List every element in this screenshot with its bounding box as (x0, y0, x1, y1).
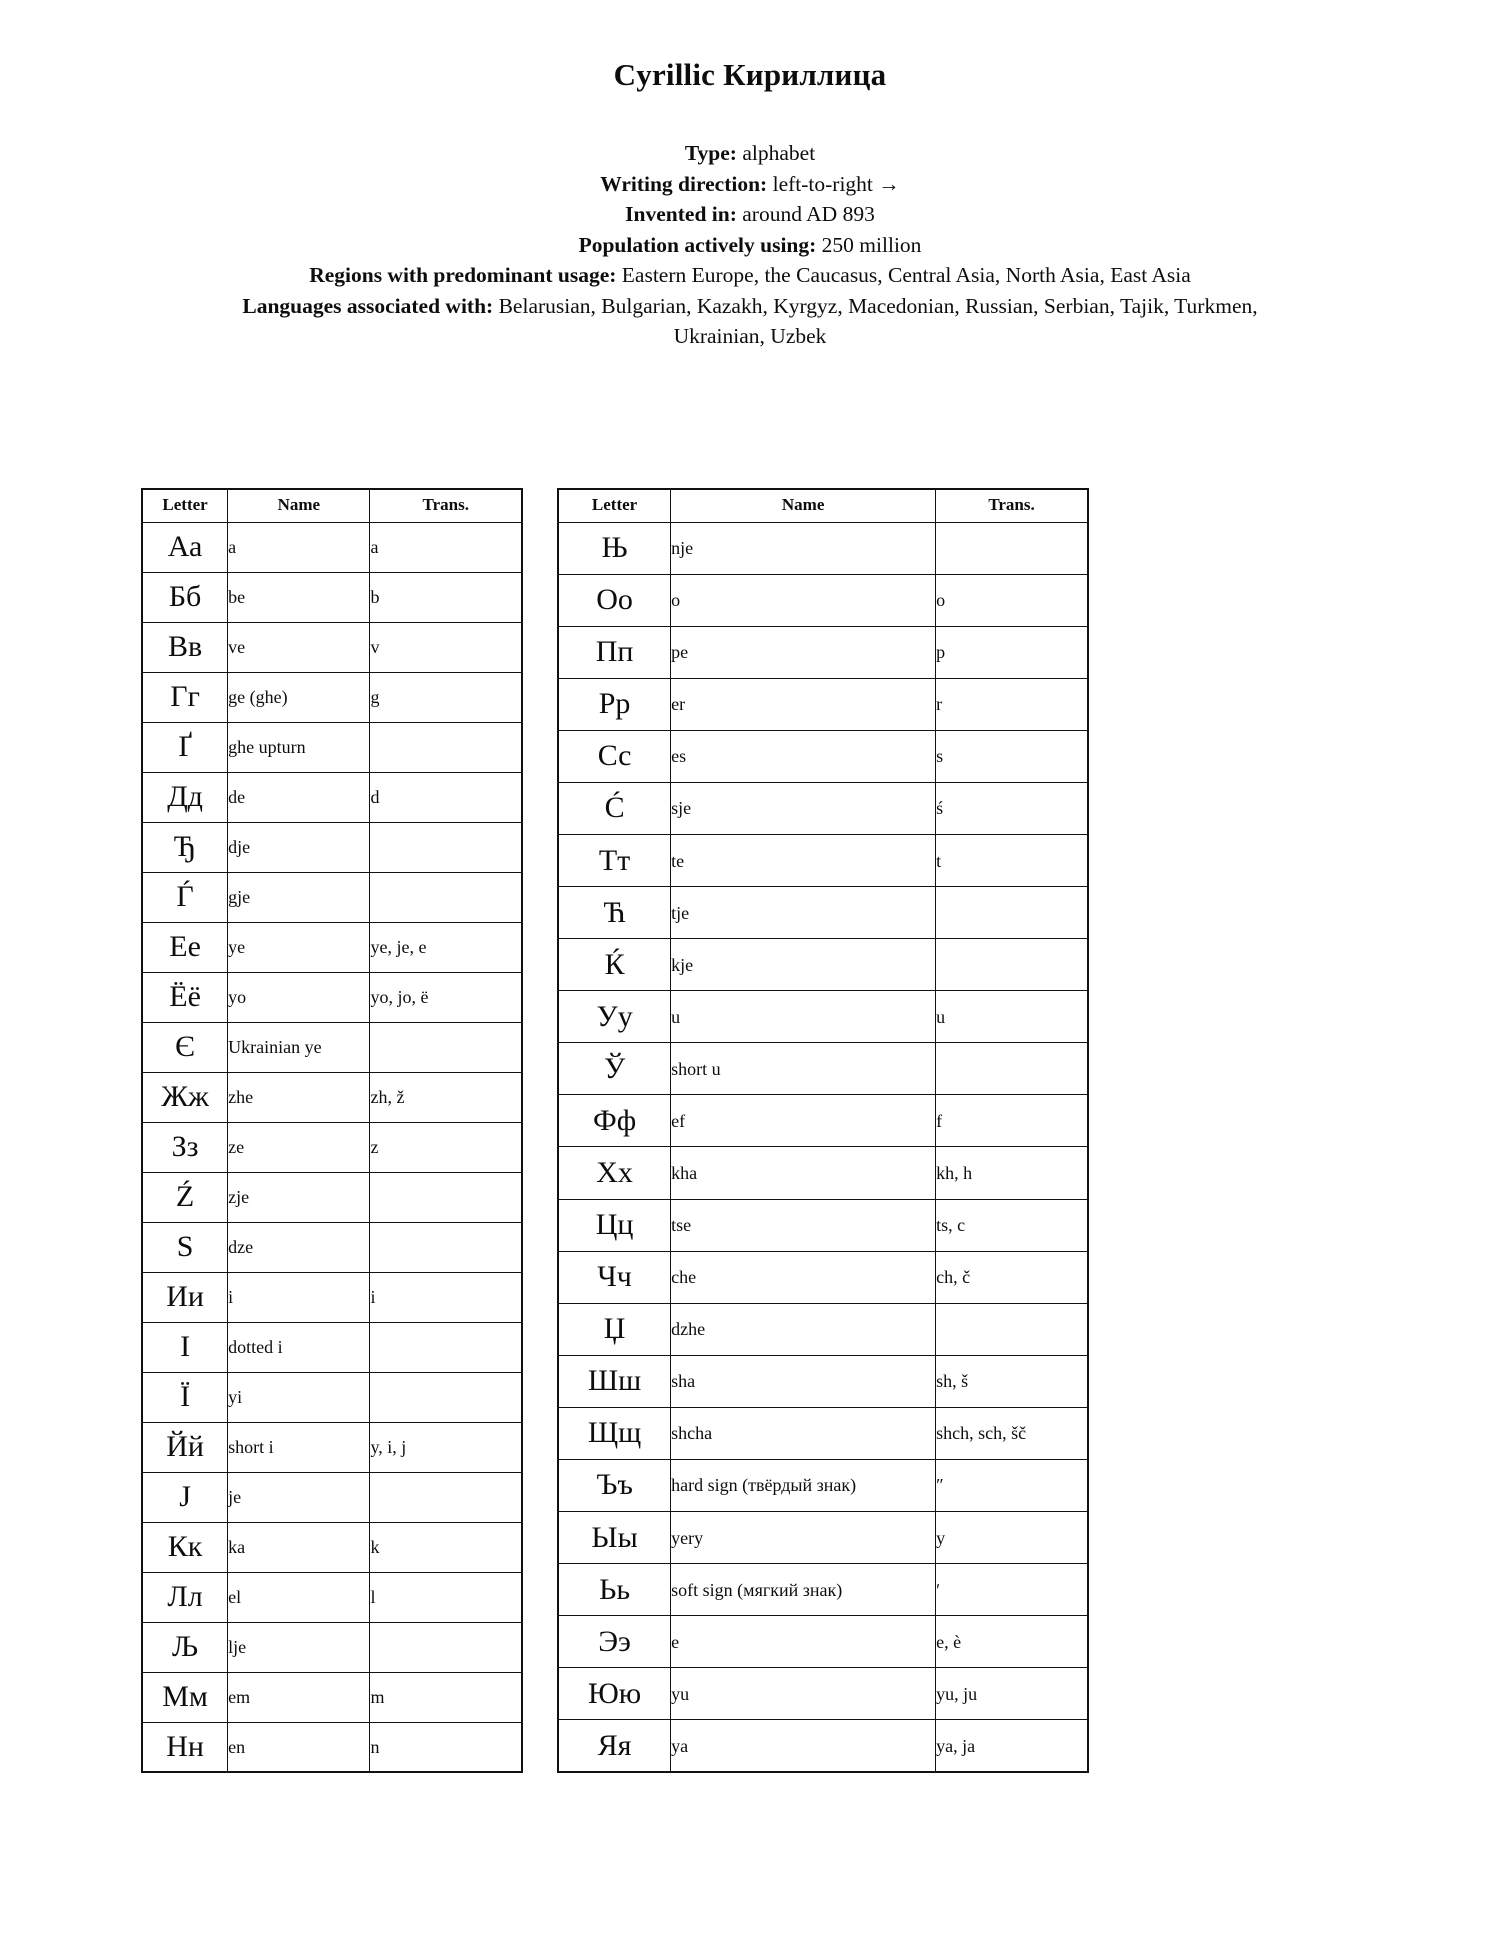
table-row (558, 522, 1088, 574)
cell-transliteration: d (370, 772, 522, 822)
column-header-name: Name (228, 489, 370, 522)
cell-letter: Йй (142, 1422, 228, 1472)
table-row (142, 1122, 522, 1172)
cell-letter: Ї (142, 1372, 228, 1422)
cell-transliteration: z (370, 1122, 522, 1172)
table-row (142, 822, 522, 872)
cell-letter: Ќ (558, 939, 671, 991)
cell-letter: Тт (558, 834, 671, 886)
cell-name: pe (671, 626, 936, 678)
meta-label-writing-direction: Writing direction: (600, 171, 768, 196)
cell-letter: Чч (558, 1251, 671, 1303)
column-header-letter: Letter (558, 489, 671, 522)
cell-transliteration: zh, ž (370, 1072, 522, 1122)
cell-transliteration: f (936, 1095, 1088, 1147)
cell-transliteration: shch, sch, šč (936, 1407, 1088, 1459)
table-header-row (142, 489, 522, 522)
cell-letter: Лл (142, 1572, 228, 1622)
cell-letter: Жж (142, 1072, 228, 1122)
meta-label-type: Type: (684, 141, 737, 166)
table-row (558, 730, 1088, 782)
cell-transliteration: y (936, 1511, 1088, 1563)
table-row (558, 678, 1088, 730)
cell-name: ya (671, 1720, 936, 1772)
cell-name: ye (228, 922, 370, 972)
table-row (558, 1251, 1088, 1303)
cell-letter: Ў (558, 1043, 671, 1095)
table-row (142, 622, 522, 672)
cell-name: lje (228, 1622, 370, 1672)
cell-name: es (671, 730, 936, 782)
column-header-trans: Trans. (370, 489, 522, 522)
cell-transliteration: sh, š (936, 1355, 1088, 1407)
table-row (142, 972, 522, 1022)
cell-transliteration: t (936, 834, 1088, 886)
cell-transliteration (370, 722, 522, 772)
cell-transliteration: i (370, 1272, 522, 1322)
cell-name: gje (228, 872, 370, 922)
cell-letter: Рр (558, 678, 671, 730)
table-row (558, 1199, 1088, 1251)
cell-transliteration: k (370, 1522, 522, 1572)
cell-name: dze (228, 1222, 370, 1272)
cell-letter: Є (142, 1022, 228, 1072)
cell-letter: Уу (558, 991, 671, 1043)
cell-name: u (671, 991, 936, 1043)
cell-letter: Вв (142, 622, 228, 672)
cell-name: tje (671, 887, 936, 939)
cell-transliteration: a (370, 522, 522, 572)
cell-letter: Љ (142, 1622, 228, 1672)
cell-letter: Ее (142, 922, 228, 972)
table-row (558, 834, 1088, 886)
cell-letter: Оо (558, 574, 671, 626)
table-row (142, 1022, 522, 1072)
cell-transliteration: ch, č (936, 1251, 1088, 1303)
cell-name: ef (671, 1095, 936, 1147)
cell-letter: Ć (558, 782, 671, 834)
cell-name: sje (671, 782, 936, 834)
cell-letter: Цц (558, 1199, 671, 1251)
table-row (558, 1720, 1088, 1772)
cell-letter: Щщ (558, 1407, 671, 1459)
cell-transliteration: yo, jo, ë (370, 972, 522, 1022)
cell-letter: Ћ (558, 887, 671, 939)
table-row (558, 574, 1088, 626)
cell-transliteration (370, 1322, 522, 1372)
table-row (558, 939, 1088, 991)
table-row (142, 572, 522, 622)
cell-name: soft sign (мягкий знак) (671, 1564, 936, 1616)
cell-name: dotted i (228, 1322, 370, 1372)
table-row (142, 1622, 522, 1672)
table-row (142, 1672, 522, 1722)
cell-name: ve (228, 622, 370, 672)
cell-name: short i (228, 1422, 370, 1472)
cell-letter: Фф (558, 1095, 671, 1147)
cell-letter: Яя (558, 1720, 671, 1772)
cell-name: zje (228, 1172, 370, 1222)
cell-name: yery (671, 1511, 936, 1563)
cell-letter: Сс (558, 730, 671, 782)
table-row (142, 1172, 522, 1222)
alphabet-table-right (557, 488, 1089, 1773)
cell-transliteration: v (370, 622, 522, 672)
cell-name: kha (671, 1147, 936, 1199)
cell-transliteration (936, 522, 1088, 574)
meta-value-population: 250 million (821, 232, 922, 257)
table-header-row (558, 489, 1088, 522)
cell-transliteration: ye, je, e (370, 922, 522, 972)
cell-transliteration: u (936, 991, 1088, 1043)
meta-row-regions (200, 260, 1300, 291)
cell-letter: Шш (558, 1355, 671, 1407)
table-row (142, 872, 522, 922)
meta-row-population (200, 230, 1300, 261)
cell-transliteration (370, 822, 522, 872)
table-row (558, 1303, 1088, 1355)
meta-label-languages: Languages associated with: (242, 293, 494, 318)
cell-name: dzhe (671, 1303, 936, 1355)
cell-name: te (671, 834, 936, 886)
cell-transliteration: g (370, 672, 522, 722)
cell-name: el (228, 1572, 370, 1622)
meta-label-population: Population actively using: (578, 232, 817, 257)
cell-name: em (228, 1672, 370, 1722)
cell-name: che (671, 1251, 936, 1303)
table-row (558, 1407, 1088, 1459)
alphabet-table-left (141, 488, 523, 1773)
cell-letter: Мм (142, 1672, 228, 1722)
cell-name: yu (671, 1668, 936, 1720)
table-row (558, 887, 1088, 939)
cell-letter: Ђ (142, 822, 228, 872)
cell-letter: Ъъ (558, 1459, 671, 1511)
cell-name: ge (ghe) (228, 672, 370, 722)
cell-name: yi (228, 1372, 370, 1422)
cell-transliteration: p (936, 626, 1088, 678)
table-row (558, 991, 1088, 1043)
table-row (142, 722, 522, 772)
cell-name: shcha (671, 1407, 936, 1459)
cell-transliteration (936, 939, 1088, 991)
cell-name: dje (228, 822, 370, 872)
cell-transliteration: o (936, 574, 1088, 626)
meta-value-invented-in: around AD 893 (742, 202, 875, 227)
table-row (558, 1616, 1088, 1668)
column-header-trans: Trans. (936, 489, 1088, 522)
cell-letter: Ыы (558, 1511, 671, 1563)
cell-transliteration: kh, h (936, 1147, 1088, 1199)
cell-transliteration: ts, c (936, 1199, 1088, 1251)
cell-letter: Ьь (558, 1564, 671, 1616)
cell-name: e (671, 1616, 936, 1668)
meta-label-regions: Regions with predominant usage: (309, 263, 617, 288)
table-row (558, 1668, 1088, 1720)
cell-transliteration (370, 1222, 522, 1272)
cell-transliteration (370, 1622, 522, 1672)
table-row (558, 626, 1088, 678)
table-row (558, 1459, 1088, 1511)
cell-letter: Ј (142, 1472, 228, 1522)
cell-transliteration (936, 887, 1088, 939)
cell-name: nje (671, 522, 936, 574)
cell-transliteration: m (370, 1672, 522, 1722)
cell-transliteration: l (370, 1572, 522, 1622)
cell-transliteration: r (936, 678, 1088, 730)
cell-transliteration: yu, ju (936, 1668, 1088, 1720)
column-header-letter: Letter (142, 489, 228, 522)
meta-value-type: alphabet (742, 141, 816, 166)
table-row (142, 672, 522, 722)
cell-transliteration (370, 1372, 522, 1422)
table-row (142, 1072, 522, 1122)
metadata-block (200, 138, 1300, 352)
cell-name: ghe upturn (228, 722, 370, 772)
page-title: Cyrillic Кириллица (613, 57, 887, 92)
cell-letter: Зз (142, 1122, 228, 1172)
cell-letter: Аа (142, 522, 228, 572)
cell-name: o (671, 574, 936, 626)
table-row (142, 772, 522, 822)
table-row (142, 1522, 522, 1572)
cell-name: ka (228, 1522, 370, 1572)
table-row (558, 782, 1088, 834)
cell-name: Ukrainian ye (228, 1022, 370, 1072)
cell-letter: Њ (558, 522, 671, 574)
cell-letter: Џ (558, 1303, 671, 1355)
alphabet-tables (0, 488, 1500, 1773)
cell-name: sha (671, 1355, 936, 1407)
cell-letter: Гг (142, 672, 228, 722)
meta-row-languages (200, 291, 1300, 352)
cell-letter: Кк (142, 1522, 228, 1572)
cell-letter: Ѓ (142, 872, 228, 922)
table-row (142, 1472, 522, 1522)
cell-letter: Нн (142, 1722, 228, 1772)
table-row (142, 522, 522, 572)
cell-transliteration: ś (936, 782, 1088, 834)
cell-transliteration: y, i, j (370, 1422, 522, 1472)
cell-transliteration (936, 1303, 1088, 1355)
cell-transliteration: n (370, 1722, 522, 1772)
table-row (142, 1372, 522, 1422)
cell-letter: Ѕ (142, 1222, 228, 1272)
meta-row-invented-in (200, 199, 1300, 230)
column-header-name: Name (671, 489, 936, 522)
table-row (142, 922, 522, 972)
meta-value-regions: Eastern Europe, the Caucasus, Central Asia, North Asia, East Asia (621, 263, 1191, 288)
cell-name: de (228, 772, 370, 822)
cell-name: zhe (228, 1072, 370, 1122)
cell-transliteration: b (370, 572, 522, 622)
cell-letter: Бб (142, 572, 228, 622)
cell-name: tse (671, 1199, 936, 1251)
table-row (142, 1722, 522, 1772)
table-row (558, 1564, 1088, 1616)
table-row (558, 1355, 1088, 1407)
cell-name: kje (671, 939, 936, 991)
cell-transliteration (936, 1043, 1088, 1095)
meta-value-writing-direction: left-to-right → (772, 171, 900, 196)
table-row (142, 1272, 522, 1322)
table-row (558, 1511, 1088, 1563)
cell-letter: Хх (558, 1147, 671, 1199)
cell-name: short u (671, 1043, 936, 1095)
cell-name: en (228, 1722, 370, 1772)
cell-name: je (228, 1472, 370, 1522)
table-row (142, 1572, 522, 1622)
cell-name: er (671, 678, 936, 730)
cell-transliteration (370, 1172, 522, 1222)
table-row (558, 1147, 1088, 1199)
cell-name: ze (228, 1122, 370, 1172)
cell-letter: Ээ (558, 1616, 671, 1668)
cell-name: i (228, 1272, 370, 1322)
cell-letter: Ёё (142, 972, 228, 1022)
cell-letter: Дд (142, 772, 228, 822)
table-row (558, 1043, 1088, 1095)
meta-value-languages: Belarusian, Bulgarian, Kazakh, Kyrgyz, Macedonian, Russian, Serbian, Tajik, Turkmen, Ukrainian, Uzbek (498, 293, 1258, 349)
table-row (558, 1095, 1088, 1147)
cell-name: hard sign (твёрдый знак) (671, 1459, 936, 1511)
table-row (142, 1322, 522, 1372)
cell-transliteration (370, 1472, 522, 1522)
cell-transliteration (370, 1022, 522, 1072)
cell-name: a (228, 522, 370, 572)
cell-letter: Ź (142, 1172, 228, 1222)
meta-label-invented-in: Invented in: (625, 202, 737, 227)
meta-row-type (200, 138, 1300, 169)
cell-transliteration: ya, ja (936, 1720, 1088, 1772)
table-row (142, 1222, 522, 1272)
cell-transliteration: ʹ (936, 1564, 1088, 1616)
cell-name: be (228, 572, 370, 622)
cell-transliteration: s (936, 730, 1088, 782)
cell-letter: Ґ (142, 722, 228, 772)
cell-letter: Ии (142, 1272, 228, 1322)
table-row (142, 1422, 522, 1472)
cell-transliteration (370, 872, 522, 922)
meta-row-writing-direction (200, 169, 1300, 200)
cell-transliteration: ″ (936, 1459, 1088, 1511)
cell-name: yo (228, 972, 370, 1022)
cell-transliteration: e, è (936, 1616, 1088, 1668)
cell-letter: Пп (558, 626, 671, 678)
cell-letter: І (142, 1322, 228, 1372)
cell-letter: Юю (558, 1668, 671, 1720)
